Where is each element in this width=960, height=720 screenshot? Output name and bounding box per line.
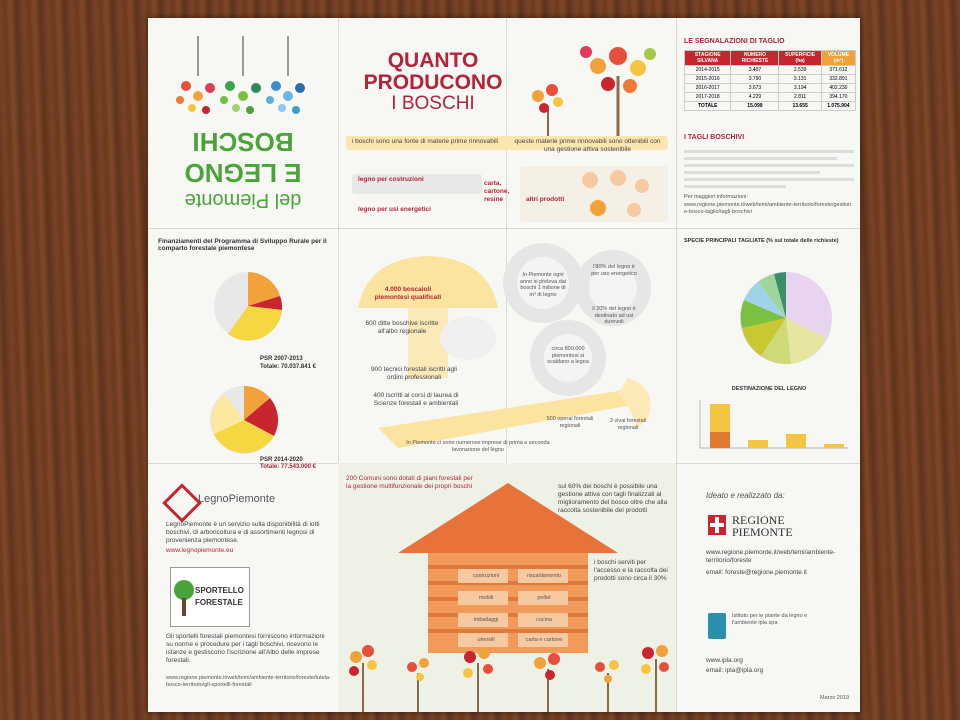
table-cell: 394.170 <box>821 93 855 102</box>
house-panel <box>338 463 676 712</box>
house-row-label: riscaldamento <box>526 573 562 579</box>
tree-illustration <box>508 36 668 146</box>
products-icons <box>578 170 658 220</box>
workforce-panel <box>338 228 676 463</box>
table-cell: 2.811 <box>779 93 821 102</box>
main-title-line2: PRODUCONO <box>363 71 503 95</box>
table-cell: 3.194 <box>779 84 821 93</box>
table-header: STAGIONE SILVANA <box>685 51 731 66</box>
house-top-left: 200 Comuni sono dotati di piani forestali per la gestione multifunzionale dei propri boschi <box>346 475 473 491</box>
regione-line2: PIEMONTE <box>732 525 793 539</box>
regione-url[interactable]: www.regione.piemonte.it/web/temi/ambiente-territorio/foreste <box>706 549 836 565</box>
regione-line1: REGIONE <box>732 513 785 527</box>
stat-vivai: 3 vivai forestali regionali <box>609 418 647 431</box>
psr-total-1: Totale: 70.037.841 € <box>260 364 316 370</box>
house-row-label: carta e cartone <box>525 637 563 643</box>
sportello-line2: FORESTALE <box>195 598 243 607</box>
ipla-email[interactable]: email: ipla@ipla.org <box>706 667 764 674</box>
ipla-url[interactable]: www.ipla.org <box>706 657 743 664</box>
stat-imprese: In Piemonte ci sono numerose imprese di prima e seconda lavorazione del legno <box>406 440 550 453</box>
table-cell: 2016-2017 <box>685 84 731 93</box>
table-cell: 3.790 <box>731 75 779 84</box>
species-panel <box>676 228 860 463</box>
house-row-label: utensili <box>477 637 495 643</box>
legnopiemonte-panel <box>148 463 338 712</box>
table-cell: 3.407 <box>731 66 779 75</box>
table-cell: 2.539 <box>779 66 821 75</box>
legnopiemonte-logo-icon <box>162 483 202 523</box>
psr-pie-2014 <box>204 380 284 460</box>
paper-label: carta, cartone, resine <box>484 180 510 204</box>
stat-laurea: 400 iscritti ai corsi di laurea di Scienze forestali e ambientali <box>373 392 459 408</box>
table-cell: TOTALE <box>685 102 731 111</box>
psr-title: Finanziamenti del Programma di Sviluppo Rurale per il comparto forestale piemontese <box>158 238 327 252</box>
table-row <box>685 93 856 102</box>
signalazioni-panel <box>676 18 860 228</box>
subtitle-left: i boschi sono una fonte di materie prime rinnovabili <box>351 138 499 145</box>
folded-poster <box>148 18 860 712</box>
tagli-title: I TAGLI BOSCHIVI <box>684 134 745 141</box>
wood-energy-label: legno per usi energetici <box>358 206 431 213</box>
table-row <box>685 84 856 93</box>
wooden-house-illustration <box>398 483 618 653</box>
psr-label-2: PSR 2014-2020 <box>260 457 303 463</box>
table-header: VOLUME (m³) <box>821 51 855 66</box>
publication-date: Marzo 2019 <box>820 695 850 701</box>
ipla-text: Istituto per le piante da legno e l'ambiente ipla spa <box>732 613 808 626</box>
stat-uso-energetico: l'80% del legno è per uso energetico <box>591 264 637 277</box>
stat-tecnici: 900 tecnici forestali iscritti agli ordini professionali <box>371 366 457 382</box>
ideato-label: Ideato e realizzato da: <box>706 491 785 500</box>
cover-title-line2: E LEGNO <box>184 158 302 188</box>
main-title-line3: I BOSCHI <box>391 93 475 115</box>
table-cell: 2017-2018 <box>685 93 731 102</box>
sportello-line1: SPORTELLO <box>195 586 244 595</box>
species-title: SPECIE PRINCIPALI TAGLIATE (% sul totale delle richieste) <box>684 238 839 244</box>
house-row-label: costruzioni <box>472 573 500 579</box>
house-top-right: sul 60% dei boschi è possibile una gestione attiva con tagli finalizzati al miglioramento del bosco oltre che alla raccolta sostenibile dei prodotti <box>558 483 668 515</box>
table-row <box>685 102 856 111</box>
table-cell: 332.891 <box>821 75 855 84</box>
psr-total-2: Totale: 77.543.000 € <box>260 464 316 470</box>
signalazioni-title: LE SEGNALAZIONI DI TAGLIO <box>684 38 785 45</box>
stat-usi-durevoli: il 20% del legno è destinato ad usi durevoli <box>592 306 636 326</box>
house-right-mid: i boschi serviti per l'accesso e la raccolta dei prodotti sono circa il 30% <box>594 559 668 583</box>
stat-prelievo: In Piemonte ogni anno si preleva dai boschi 1 milione di m³ di legno <box>519 272 567 298</box>
table-cell: 402.230 <box>821 84 855 93</box>
psr-label-1: PSR 2007-2013 <box>260 356 303 362</box>
signalazioni-table <box>684 50 856 111</box>
table-cell: 371.612 <box>821 66 855 75</box>
info-url[interactable]: www.regione.piemonte.it/web/temi/ambiente-territorio/foreste/gestione-bosco-taglio/tagli-boschivi <box>684 202 852 215</box>
stat-legna: circa 800.000 piemontesi si scaldano a legna <box>547 346 589 366</box>
table-row <box>685 66 856 75</box>
legnopiemonte-url[interactable]: www.legnopiemonte.eu <box>166 547 234 554</box>
cover-title-line1: BOSCHI <box>192 127 294 157</box>
sportello-text: Gli sportelli forestali piemontesi forniscono informazioni su norme e procedure per i tagli boschivi, ricevono le istanze e gestiscono l'iscrizione all'Albo delle imprese forestali. <box>166 633 325 665</box>
sportello-url[interactable]: www.regione.piemonte.it/web/temi/ambiente-territorio/foreste/tutela-bosco-territorio/gli-sportelli-forestali <box>166 675 331 688</box>
destinazione-title: DESTINAZIONE DEL LEGNO <box>731 386 807 392</box>
table-cell: 15.099 <box>731 102 779 111</box>
cover-panel <box>148 18 338 228</box>
wood-construction-label: legno per costruzioni <box>358 176 424 183</box>
species-pie <box>736 268 836 368</box>
credits-panel <box>676 463 860 712</box>
psr-pie-2007 <box>208 266 288 346</box>
regione-email[interactable]: email: foreste@regione.piemonte.it <box>706 569 807 576</box>
table-header: SUPERFICIE (ha) <box>779 51 821 66</box>
sportello-sign <box>170 567 250 627</box>
house-row-label: pellet <box>537 595 551 601</box>
table-header: NUMERO RICHIESTE <box>731 51 779 66</box>
table-cell: 4.229 <box>731 93 779 102</box>
main-title-line1: QUANTO <box>387 49 479 72</box>
stat-boscaioli: 4.000 boscaioli piemontesi qualificati <box>374 286 442 302</box>
table-cell: 2015-2016 <box>685 75 731 84</box>
hanging-trees-illustration <box>168 36 318 126</box>
info-title: Per maggiori informazioni: <box>684 194 748 200</box>
table-cell: 3.673 <box>731 84 779 93</box>
subtitle-right: queste materie prime rinnovabili sono ottenibili con una gestione attiva sostenibile <box>514 138 661 154</box>
stat-ditte: 600 ditte boschive iscritte all'albo regionale <box>365 320 439 336</box>
table-cell: 3.131 <box>779 75 821 84</box>
house-row-label: mobili <box>478 595 494 601</box>
other-products-label: altri prodotti <box>526 196 565 203</box>
table-row <box>685 75 856 84</box>
psr-panel <box>148 228 338 463</box>
legnopiemonte-text: LegnoPiemonte è un servizio sulla disponibilità di lotti boschivi, di arboricoltura e di assortimenti legnosi di provenienza piemontese. <box>166 521 320 545</box>
tree-icon <box>173 578 195 618</box>
legnopiemonte-brand: LegnoPiemonte <box>198 493 276 505</box>
table-cell: 13.655 <box>779 102 821 111</box>
ipla-logo-icon <box>708 613 726 639</box>
house-row-label: imballaggi <box>473 617 499 623</box>
regione-piemonte-shield-icon <box>708 515 726 535</box>
table-cell: 1.075.904 <box>821 102 855 111</box>
table-cell: 2014-2015 <box>685 66 731 75</box>
orchard-trees <box>338 643 676 712</box>
destinazione-bar-chart <box>690 396 850 456</box>
house-row-label: cucina <box>536 617 552 623</box>
cover-subtitle: del Piemonte <box>184 189 302 211</box>
stat-operai: 500 operai forestali regionali <box>546 416 594 429</box>
center-top-panel <box>338 18 676 228</box>
